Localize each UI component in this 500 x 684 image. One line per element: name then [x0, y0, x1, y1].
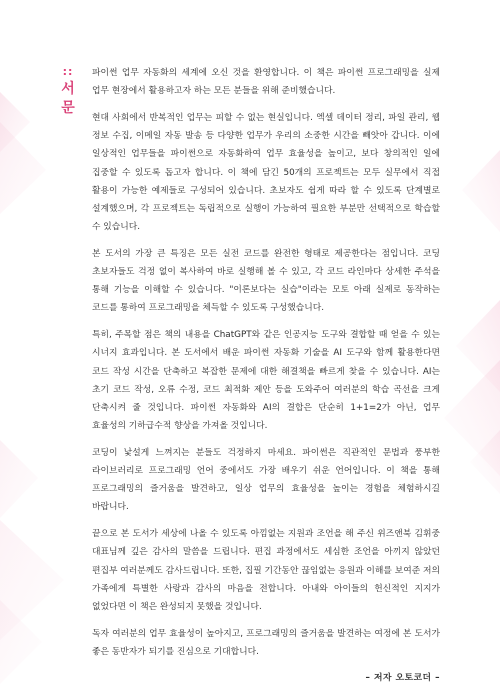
- paragraph: 특히, 주목할 점은 책의 내용을 ChatGPT와 같은 인공지능 도구와 결합할 때 얻을 수 있는 시너지 효과입니다. 본 도서에서 배운 파이썬 자동화 기술을 AI 도구와 함께 활용한다면 코드 작성 시간을 단축하고 복잡한 문제에 대한 해결책을 빠르게 찾을 수 있습니다. AI는 초기 코드 작성, 오류 수정, 코드 최적화 제안 등을 도와주어 여러분의 학습 곡선을 크게 단축시켜 줄 것입니다. 파이썬 자동화와 AI의 결합은 단순히 1+1=2가 아닌, 업무 효율성의 기하급수적 향상을 가져올 것입니다.: [92, 330, 440, 432]
- paragraph: 독자 여러분의 업무 효율성이 높아지고, 프로그래밍의 즐거움을 발견하는 여정에 본 도서가 좋은 동반자가 되기를 진심으로 기대합니다.: [92, 628, 440, 657]
- section-title-char: 문: [61, 100, 75, 116]
- right-decor-shapes: [444, 150, 500, 494]
- preface-body: [92, 64, 440, 683]
- left-decor-shapes: [0, 92, 64, 684]
- paragraph: 본 도서의 가장 큰 특징은 모든 실전 코드를 완전한 형태로 제공한다는 점입니다. 코딩 초보자들도 걱정 없이 복사하여 바로 실행해 볼 수 있고, 각 코드 라인마다 상세한 주석을 통해 기능을 이해할 수 있습니다. "이론보다는 실습"이라는 모토 아래 실제로 동작하는 코드를 통하여 프로그래밍을 체득할 수 있도록 구성했습니다.: [92, 248, 440, 314]
- section-heading: [58, 66, 78, 118]
- section-mark: ::: [62, 65, 74, 78]
- section-title: [61, 80, 75, 118]
- paragraph: 파이썬 업무 자동화의 세계에 오신 것을 환영합니다. 이 책은 파이썬 프로그래밍을 실제 업무 현장에서 활용하고자 하는 모든 분들을 위해 준비했습니다.: [92, 68, 440, 97]
- paragraph: 현대 사회에서 반복적인 업무는 피할 수 없는 현실입니다. 엑셀 데이터 정리, 파일 관리, 웹 정보 수집, 이메일 자동 발송 등 다양한 업무가 우리의 소중한 시간을 빼앗아 갑니다. 이에 일상적인 업무들을 파이썬으로 자동화하여 업무 효율성을 높이고, 보다 창의적인 일에 집중할 수 있도록 돕고자 합니다. 이 책에 담긴 50개의 프로젝트는 모두 실무에서 직접 활용이 가능한 예제들로 구성되어 있습니다. 초보자도 쉽게 따라 할 수 있도록 단계별로 설계했으며, 각 프로젝트는 독립적으로 실행이 가능하여 필요한 부분만 선택적으로 학습할 수 있습니다.: [92, 112, 440, 233]
- section-title-char: 서: [61, 81, 75, 97]
- author-signature: – 저자 오토코더 –: [365, 672, 440, 683]
- paragraph: 코딩이 낯설게 느껴지는 분들도 걱정하지 마세요. 파이썬은 직관적인 문법과 풍부한 라이브러리로 프로그래밍 언어 중에서도 가장 배우기 쉬운 언어입니다. 이 책을 통해 프로그래밍의 즐거움을 발견하고, 일상 업무의 효율성을 높이는 경험을 체험하시길 바랍니다.: [92, 447, 440, 513]
- paragraph: 끝으로 본 도서가 세상에 나올 수 있도록 아낌없는 지원과 조언을 해 주신 위즈앤북 김휘중 대표님께 깊은 감사의 말씀을 드립니다. 편집 과정에서도 세심한 조언을 아끼지 않았던 편집부 여러분께도 감사드립니다. 또한, 집필 기간동안 끊임없는 응원과 이해를 보여준 저의 가족에게 특별한 사랑과 감사의 마음을 전합니다. 아내와 아이들의 헌신적인 지지가 없었다면 이 책은 완성되지 못했을 것입니다.: [92, 529, 440, 612]
